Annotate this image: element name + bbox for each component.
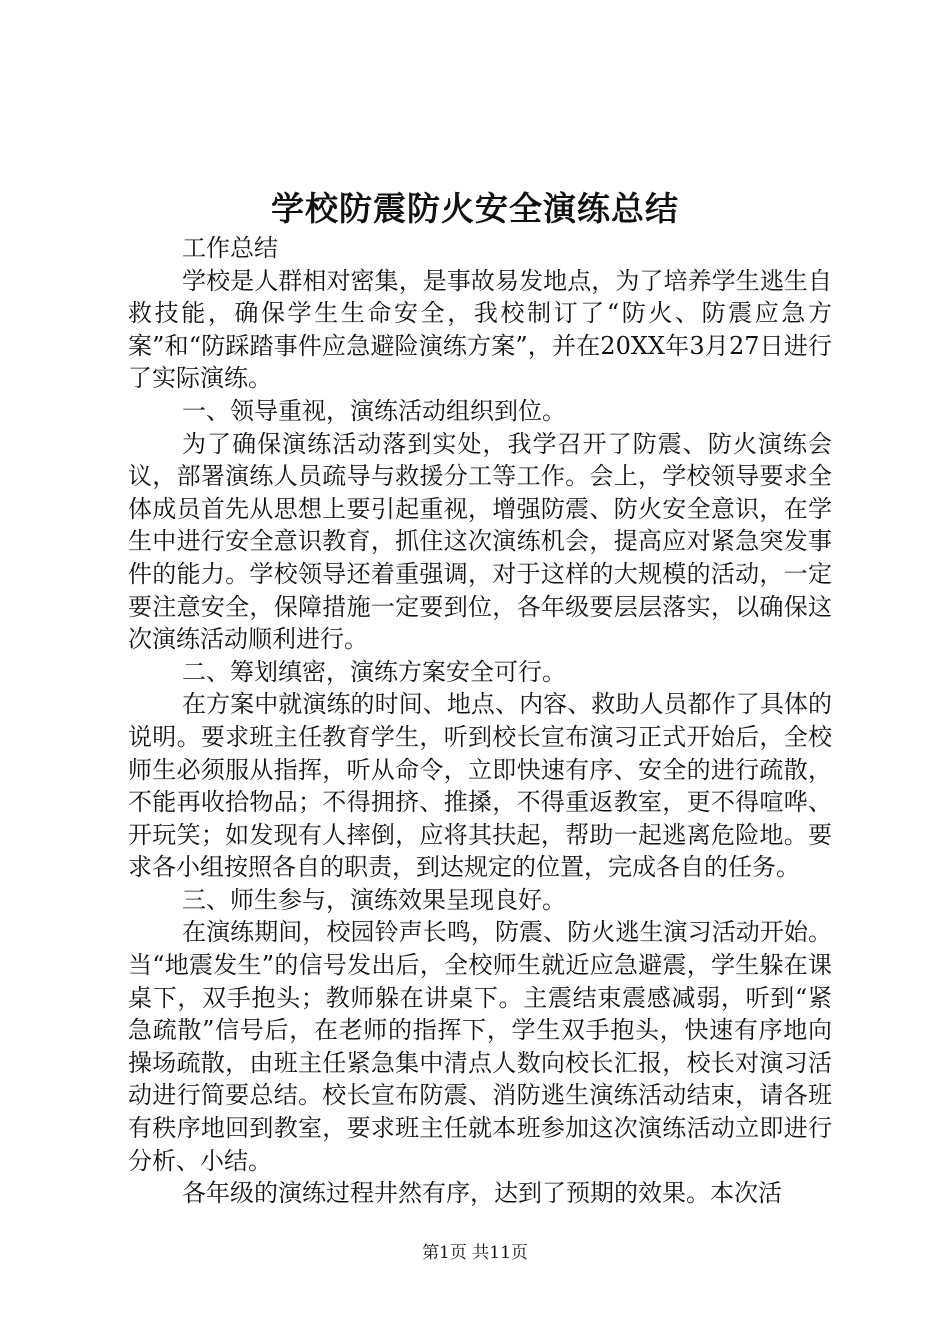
paragraph-heading-two: 二、筹划缜密，演练方案安全可行。 xyxy=(182,657,566,686)
paragraph-section-heading: 工作总结 xyxy=(182,234,278,262)
paragraph-body-one: 为了确保演练活动落到实处，我学召开了防震、防火演练会议，部署演练人员疏导与救援分工等工作。会上，学校领导要求全体成员首先从思想上要引起重视，增强防震、防火安全意识，在学生中进行安全意识教育，抓住这次演练机会，提高应对紧急突发事件的能力。学校领导还着重强调，对于这样的大规模的活动，一定要注意安全，保障措施一定要到位，各年级要层层落实，以确保这次演练活动顺利进行。 xyxy=(128,429,832,654)
paragraph-intro: 学校是人群相对密集，是事故易发地点，为了培养学生逃生自救技能，确保学生生命安全，我校制订了“防火、防震应急方案”和“防踩踏事件应急避险演练方案”，并在20XX年3月27日进行了实际演练。 xyxy=(128,266,832,393)
paragraph-heading-three: 三、师生参与，演练效果呈现良好。 xyxy=(182,885,566,914)
paragraph-body-three: 在演练期间，校园铃声长鸣，防震、防火逃生演习活动开始。当“地震发生”的信号发出后，全校师生就近应急避震，学生躲在课桌下，双手抱头；教师躲在讲桌下。主震结束震感减弱，听到“紧急疏散”信号后，在老师的指挥下，学生双手抱头，快速有序地向操场疏散，由班主任紧急集中清点人数向校长汇报，校长对演习活动进行简要总结。校长宣布防震、消防逃生演练活动结束，请各班有秩序地回到教室，要求班主任就本班参加这次演练活动立即进行分析、小结。 xyxy=(128,918,832,1175)
document-body xyxy=(128,232,832,1210)
paragraph-heading-one: 一、领导重视，演练活动组织到位。 xyxy=(182,396,566,425)
document-title: 学校防震防火安全演练总结 xyxy=(271,189,679,228)
paragraph-body-two: 在方案中就演练的时间、地点、内容、救助人员都作了具体的说明。要求班主任教育学生，听到校长宣布演习正式开始后，全校师生必须服从指挥，听从命令，立即快速有序、安全的进行疏散，不能再收拾物品；不得拥挤、推搡，不得重返教室，更不得喧哗、开玩笑；如发现有人摔倒，应将其扶起，帮助一起逃离危险地。要求各小组按照各自的职责，到达规定的位置，完成各自的任务。 xyxy=(128,690,832,882)
page-footer: 第1页 共11页 xyxy=(422,1243,528,1263)
paragraph-body-four: 各年级的演练过程井然有序，达到了预期的效果。本次活 xyxy=(182,1179,782,1208)
